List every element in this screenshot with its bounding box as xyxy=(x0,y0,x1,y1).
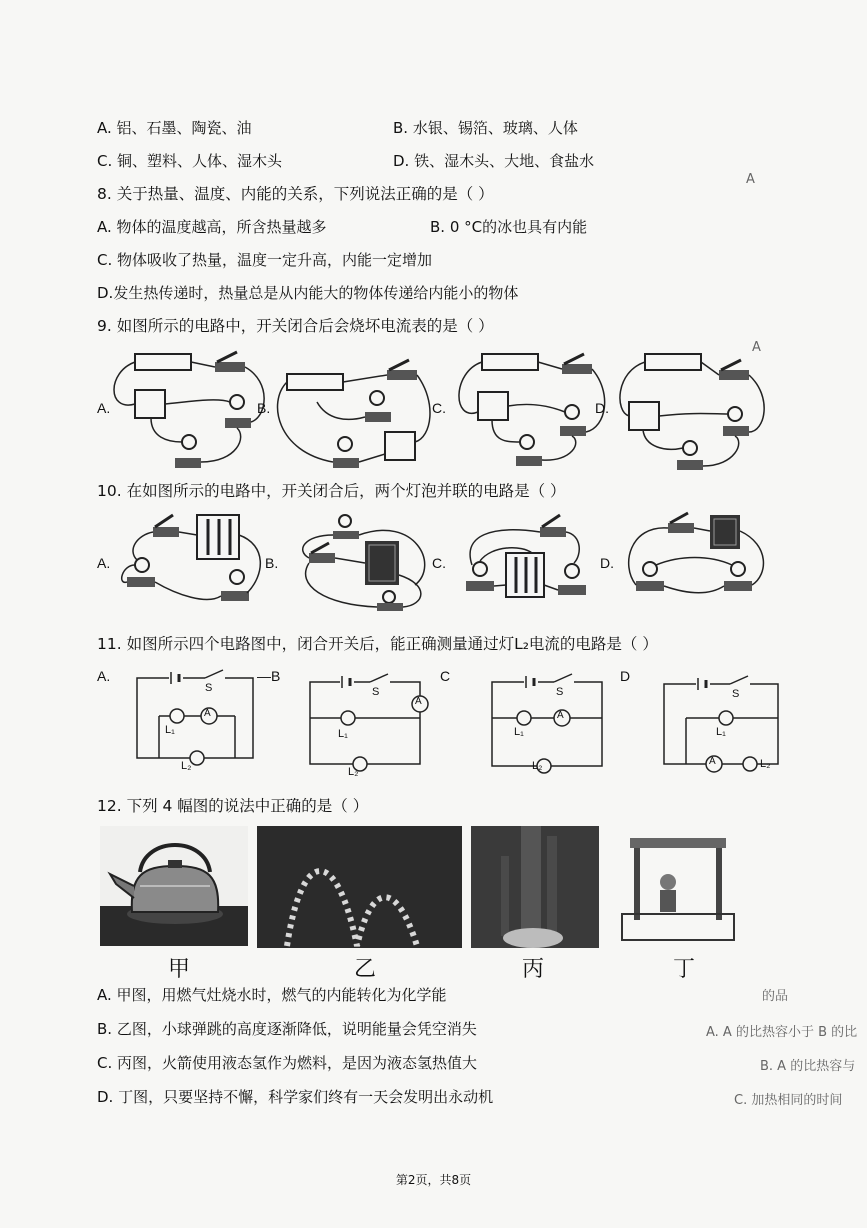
switch-label: S xyxy=(372,686,380,698)
bleed-text: 的品 xyxy=(762,989,789,1004)
q10-figure-d xyxy=(600,505,775,615)
circuit-drawing xyxy=(595,342,775,474)
circuit-drawing xyxy=(600,505,775,615)
q8-option-d: D.发生热传递时，热量总是从内能大的物体传递给内能小的物体 xyxy=(97,284,519,302)
bouncing-ball-image xyxy=(257,826,462,948)
circuit-drawing xyxy=(265,505,440,615)
diagram-label: A. xyxy=(97,668,111,684)
q11-stem: 11. 如图所示四个电路图中，闭合开关后，能正确测量通过灯L₂电流的电路是（ ） xyxy=(97,635,658,653)
figure-label: D. xyxy=(600,555,614,571)
q7-option-b: B. 水银、锡箔、玻璃、人体 xyxy=(393,119,578,137)
figure-label: A. xyxy=(97,555,111,571)
rocket-image xyxy=(471,826,599,948)
lamp-l2-label: L₂ xyxy=(532,760,543,772)
perpetual-machine-image xyxy=(618,826,738,946)
q9-stem: 9. 如图所示的电路中，开关闭合后会烧坏电流表的是（ ） xyxy=(97,317,494,335)
q11-diagram-c xyxy=(440,664,620,774)
lamp-l2-label: L₂ xyxy=(760,758,771,770)
photo-rocket xyxy=(471,826,599,948)
bleed-text: B. A 的比热容与 xyxy=(760,1059,856,1074)
ammeter-label: A xyxy=(709,756,716,767)
lamp-l2-label: L₂ xyxy=(181,760,192,772)
q8-option-c: C. 物体吸收了热量，温度一定升高，内能一定增加 xyxy=(97,251,433,269)
q12-stem: 12. 下列 4 幅图的说法中正确的是（ ） xyxy=(97,797,369,815)
q10-figure-b xyxy=(265,505,440,615)
bleed-text: A xyxy=(746,172,755,187)
ammeter-label: A xyxy=(204,708,211,719)
q11-diagram-b xyxy=(300,664,450,778)
lamp-l1-label: L₁ xyxy=(338,728,348,740)
lamp-l1-label: L₁ xyxy=(514,726,524,738)
lamp-l1-label: L₁ xyxy=(716,726,726,738)
switch-label: S xyxy=(205,682,213,694)
q12-option-b: B. 乙图，小球弹跳的高度逐渐降低，说明能量会凭空消失 xyxy=(97,1020,477,1038)
q9-figure-b xyxy=(257,342,437,474)
ammeter-label: A xyxy=(557,710,564,721)
figure-label: D. xyxy=(595,400,609,416)
q9-figure-a xyxy=(97,342,277,474)
lamp-l1-label: L₁ xyxy=(165,724,175,736)
circuit-drawing xyxy=(257,342,437,474)
page-footer: 第2页，共8页 xyxy=(395,1173,472,1187)
q10-figure-c xyxy=(432,505,607,615)
q10-stem: 10. 在如图所示的电路中，开关闭合后，两个灯泡并联的电路是（ ） xyxy=(97,482,566,500)
switch-label: S xyxy=(732,688,740,700)
circuit-drawing xyxy=(432,342,612,474)
caption-jia: 甲 xyxy=(168,957,191,982)
q9-figure-c xyxy=(432,342,612,474)
q8-option-a: A. 物体的温度越高，所含热量越多 xyxy=(97,218,327,236)
diagram-label: —B xyxy=(257,668,281,684)
kettle-image xyxy=(100,826,248,946)
q10-figure-a xyxy=(97,505,272,615)
circuit-drawing xyxy=(97,505,272,615)
lamp-l2-label: L₂ xyxy=(348,766,359,778)
caption-yi: 乙 xyxy=(354,957,377,982)
q7-option-a: A. 铝、石墨、陶瓷、油 xyxy=(97,119,252,137)
circuit-drawing xyxy=(432,505,607,615)
q12-option-d: D. 丁图，只要坚持不懈，科学家们终有一天会发明出永动机 xyxy=(97,1088,494,1106)
figure-label: C. xyxy=(432,555,446,571)
q7-option-c: C. 铜、塑料、人体、湿木头 xyxy=(97,152,283,170)
circuit-diagram xyxy=(300,664,450,774)
photo-kettle xyxy=(100,826,248,946)
circuit-drawing xyxy=(97,342,277,474)
bleed-text: A xyxy=(752,340,761,355)
q8-option-b: B. 0 °C的冰也具有内能 xyxy=(430,218,588,236)
figure-label: B. xyxy=(257,400,271,416)
diagram-label: C xyxy=(440,668,451,684)
caption-bing: 丙 xyxy=(522,957,545,982)
figure-label: A. xyxy=(97,400,111,416)
photo-perpetual-machine xyxy=(618,826,738,946)
q11-diagram-a xyxy=(97,664,297,774)
bleed-text: A. A 的比热容小于 B 的比 xyxy=(706,1025,858,1040)
q8-stem: 8. 关于热量、温度、内能的关系，下列说法正确的是（ ） xyxy=(97,185,494,203)
bleed-text: C. 加热相同的时间 xyxy=(734,1093,843,1108)
photo-bouncing-ball xyxy=(257,826,462,948)
q11-diagram-d xyxy=(620,664,790,774)
q7-option-d: D. 铁、湿木头、大地、食盐水 xyxy=(393,152,595,170)
switch-label: S xyxy=(556,686,564,698)
q9-figure-d xyxy=(595,342,775,474)
q12-option-a: A. 甲图，用燃气灶烧水时，燃气的内能转化为化学能 xyxy=(97,986,447,1004)
ammeter-label: A xyxy=(415,696,422,707)
q12-option-c: C. 丙图，火箭使用液态氢作为燃料，是因为液态氢热值大 xyxy=(97,1054,478,1072)
circuit-diagram xyxy=(440,664,620,774)
figure-label: C. xyxy=(432,400,446,416)
figure-label: B. xyxy=(265,555,279,571)
caption-ding: 丁 xyxy=(673,957,696,982)
diagram-label: D xyxy=(620,668,631,684)
